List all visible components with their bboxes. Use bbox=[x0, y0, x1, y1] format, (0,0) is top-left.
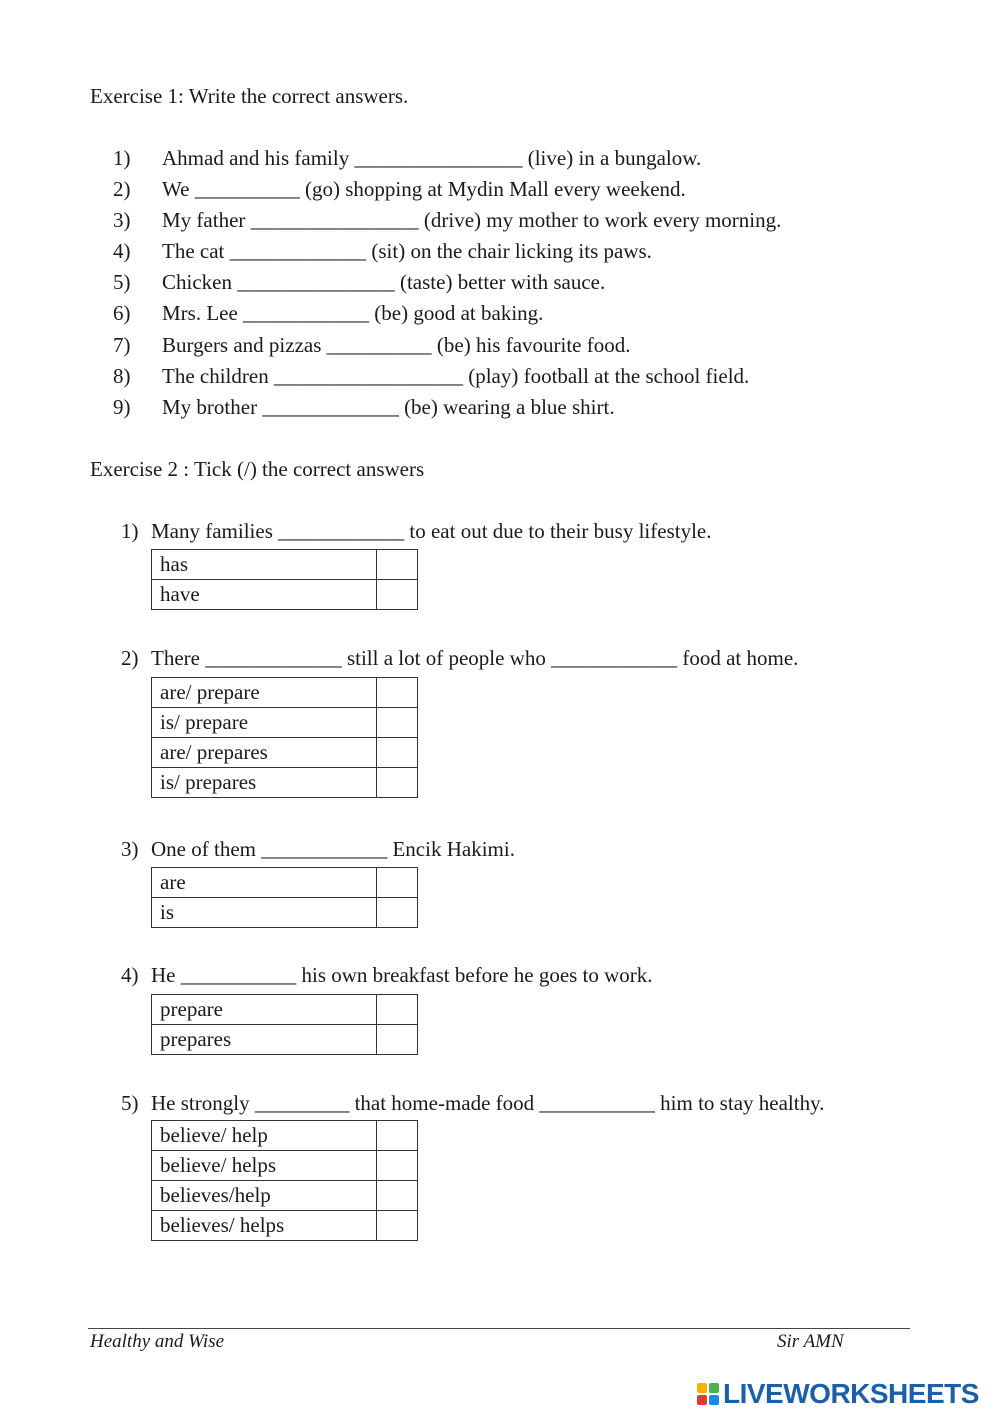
option-row bbox=[152, 898, 418, 928]
item-text: Burgers and pizzas __________ (be) his favourite food. bbox=[162, 333, 631, 357]
question-number: 3) bbox=[121, 837, 139, 861]
question-number: 1) bbox=[121, 519, 139, 543]
option-row bbox=[152, 708, 418, 738]
option-label: believe/ helps bbox=[152, 1151, 377, 1181]
option-row bbox=[152, 1121, 418, 1151]
tick-box[interactable] bbox=[377, 678, 418, 708]
option-label: are/ prepare bbox=[152, 678, 377, 708]
answer-options-table bbox=[151, 1120, 418, 1241]
option-label: prepares bbox=[152, 1025, 377, 1055]
item-number: 1) bbox=[113, 146, 131, 170]
option-label: believes/help bbox=[152, 1181, 377, 1211]
answer-options-table bbox=[151, 994, 418, 1055]
exercise1-heading: Exercise 1: Write the correct answers. bbox=[90, 84, 409, 108]
option-row bbox=[152, 995, 418, 1025]
option-label: is bbox=[152, 898, 377, 928]
option-row bbox=[152, 580, 418, 610]
option-row bbox=[152, 678, 418, 708]
exercise2-heading: Exercise 2 : Tick (/) the correct answers bbox=[90, 457, 425, 481]
tick-box[interactable] bbox=[377, 738, 418, 768]
option-row bbox=[152, 768, 418, 798]
tick-box[interactable] bbox=[377, 550, 418, 580]
item-text: The cat _____________ (sit) on the chair licking its paws. bbox=[162, 239, 652, 263]
option-label: is/ prepare bbox=[152, 708, 377, 738]
tick-box[interactable] bbox=[377, 1121, 418, 1151]
question-text: He strongly _________ that home-made food ___________ him to stay healthy. bbox=[151, 1091, 825, 1115]
option-row bbox=[152, 1181, 418, 1211]
option-label: has bbox=[152, 550, 377, 580]
tick-box[interactable] bbox=[377, 1151, 418, 1181]
tick-box[interactable] bbox=[377, 868, 418, 898]
tick-box[interactable] bbox=[377, 768, 418, 798]
footer-right-text: Sir AMN bbox=[777, 1331, 844, 1352]
item-text: My brother _____________ (be) wearing a blue shirt. bbox=[162, 395, 615, 419]
option-row bbox=[152, 1211, 418, 1241]
option-label: believe/ help bbox=[152, 1121, 377, 1151]
answer-options-table bbox=[151, 867, 418, 928]
option-label: believes/ helps bbox=[152, 1211, 377, 1241]
liveworksheets-logo[interactable] bbox=[697, 1379, 979, 1409]
item-text: Mrs. Lee ____________ (be) good at baking. bbox=[162, 301, 544, 325]
footer-divider bbox=[88, 1328, 910, 1329]
item-number: 2) bbox=[113, 177, 131, 201]
tick-box[interactable] bbox=[377, 1211, 418, 1241]
question-number: 4) bbox=[121, 963, 139, 987]
question-text: He ___________ his own breakfast before he goes to work. bbox=[151, 963, 653, 987]
option-label: prepare bbox=[152, 995, 377, 1025]
question-number: 2) bbox=[121, 646, 139, 670]
liveworksheets-grid-icon bbox=[697, 1383, 719, 1405]
answer-options-table bbox=[151, 677, 418, 798]
option-label: are bbox=[152, 868, 377, 898]
question-text: One of them ____________ Encik Hakimi. bbox=[151, 837, 515, 861]
item-number: 6) bbox=[113, 301, 131, 325]
footer-left-text: Healthy and Wise bbox=[90, 1331, 225, 1352]
item-number: 7) bbox=[113, 333, 131, 357]
item-number: 4) bbox=[113, 239, 131, 263]
option-row bbox=[152, 1025, 418, 1055]
tick-box[interactable] bbox=[377, 1181, 418, 1211]
tick-box[interactable] bbox=[377, 898, 418, 928]
tick-box[interactable] bbox=[377, 708, 418, 738]
question-text: There _____________ still a lot of people who ____________ food at home. bbox=[151, 646, 799, 670]
option-row bbox=[152, 550, 418, 580]
option-row bbox=[152, 868, 418, 898]
item-text: The children __________________ (play) football at the school field. bbox=[162, 364, 750, 388]
item-number: 9) bbox=[113, 395, 131, 419]
item-text: Ahmad and his family ________________ (live) in a bungalow. bbox=[162, 146, 702, 170]
item-number: 8) bbox=[113, 364, 131, 388]
tick-box[interactable] bbox=[377, 1025, 418, 1055]
item-number: 3) bbox=[113, 208, 131, 232]
option-label: are/ prepares bbox=[152, 738, 377, 768]
item-number: 5) bbox=[113, 270, 131, 294]
question-number: 5) bbox=[121, 1091, 139, 1115]
item-text: My father ________________ (drive) my mother to work every morning. bbox=[162, 208, 782, 232]
question-text: Many families ____________ to eat out due to their busy lifestyle. bbox=[151, 519, 712, 543]
option-label: have bbox=[152, 580, 377, 610]
option-row bbox=[152, 738, 418, 768]
item-text: We __________ (go) shopping at Mydin Mall every weekend. bbox=[162, 177, 686, 201]
tick-box[interactable] bbox=[377, 995, 418, 1025]
option-row bbox=[152, 1151, 418, 1181]
item-text: Chicken _______________ (taste) better with sauce. bbox=[162, 270, 606, 294]
answer-options-table bbox=[151, 549, 418, 610]
option-label: is/ prepares bbox=[152, 768, 377, 798]
logo-text: LIVEWORKSHEETS bbox=[723, 1378, 979, 1409]
tick-box[interactable] bbox=[377, 580, 418, 610]
